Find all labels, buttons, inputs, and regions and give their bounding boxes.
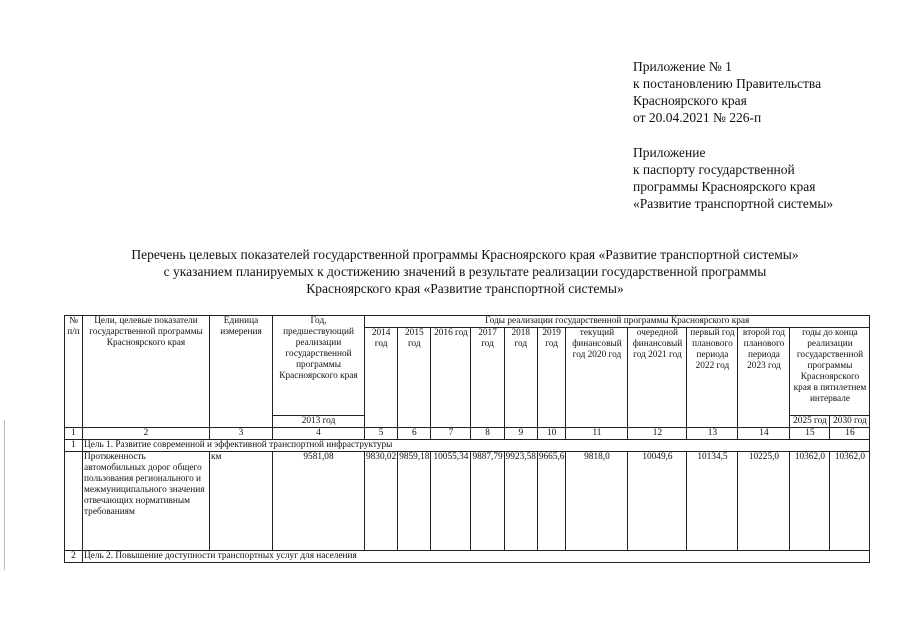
col-number: 1: [65, 428, 83, 440]
appendix1-line: от 20.04.2021 № 226-п: [633, 110, 762, 125]
indicator-value-2015: 9859,18: [398, 452, 431, 551]
header-five-year: годы до конца реализации государственной программы Красноярского края в пятилетнем интервале: [790, 328, 870, 416]
header-years-group: Годы реализации государственной программы Красноярского края: [365, 316, 870, 328]
col-number: 6: [398, 428, 431, 440]
col-number: 10: [537, 428, 566, 440]
indicator-value-2020: 9818,0: [566, 452, 628, 551]
col-number: 14: [738, 428, 790, 440]
header-plan-year-2: второй год планового периода 2023 год: [738, 328, 790, 428]
goal2-text: Цель 2. Повышение доступности транспортных услуг для населения: [83, 551, 870, 563]
header-2015: 2015 год: [398, 328, 431, 428]
title-line: с указанием планируемых к достижению значений в результате реализации государственной программы: [163, 264, 767, 279]
appendix1-line: Приложение № 1: [633, 59, 732, 74]
title-line: Красноярского края «Развитие транспортной системы»: [306, 281, 624, 296]
col-number: 2: [83, 428, 210, 440]
col-number: 7: [431, 428, 471, 440]
header-year-prev: Год, предшествующий реализации государственной программы Красноярского края: [273, 316, 365, 416]
appendix2-line: «Развитие транспортной системы»: [633, 196, 834, 211]
header-2017: 2017 год: [471, 328, 504, 428]
indicator-value-2030: 10362,0: [830, 452, 870, 551]
header-unit: Единица измерения: [210, 316, 273, 428]
appendix1-line: Красноярского края: [633, 93, 747, 108]
indicator-value-2017: 9887,79: [471, 452, 504, 551]
col-number: 16: [830, 428, 870, 440]
indicator-value-2016: 10055,34: [431, 452, 471, 551]
indicator-value-2022: 10134,5: [687, 452, 738, 551]
indicators-table-wrap: [64, 315, 870, 563]
header-2025: 2025 год: [790, 416, 830, 428]
document-title: [60, 246, 870, 297]
indicator-num-cell: [65, 452, 83, 551]
header-2018: 2018 год: [504, 328, 537, 428]
header-num: № п/п: [65, 316, 83, 428]
appendix1-line: к постановлению Правительства: [633, 76, 822, 91]
header-current-year: текущий финансовый год 2020 год: [566, 328, 628, 428]
header-goals: Цели, целевые показатели государственной программы Красноярского края: [83, 316, 210, 428]
indicator-value-2018: 9923,58: [504, 452, 537, 551]
col-number: 9: [504, 428, 537, 440]
indicator-value-2021: 10049,6: [628, 452, 687, 551]
appendix2-line: Приложение: [633, 145, 706, 160]
header-2013: 2013 год: [273, 416, 365, 428]
appendix-block: [633, 58, 833, 212]
col-number: 4: [273, 428, 365, 440]
col-number: 11: [566, 428, 628, 440]
col-number: 8: [471, 428, 504, 440]
scan-margin-line: [4, 420, 5, 570]
indicator-value-2014: 9830,02: [365, 452, 398, 551]
header-2019: 2019 год: [537, 328, 566, 428]
indicator-value-2023: 10225,0: [738, 452, 790, 551]
col-number: 15: [790, 428, 830, 440]
indicator-value-2025: 10362,0: [790, 452, 830, 551]
title-line: Перечень целевых показателей государственной программы Красноярского края «Развитие транспортной системы»: [131, 247, 799, 262]
goal1-text: Цель 1. Развитие современной и эффективной транспортной инфраструктуры: [83, 440, 870, 452]
col-number: 13: [687, 428, 738, 440]
indicators-table: [64, 315, 870, 563]
header-2030: 2030 год: [830, 416, 870, 428]
header-2016: 2016 год: [431, 328, 471, 428]
appendix2-line: программы Красноярского края: [633, 179, 816, 194]
indicator-name: Протяженность автомобильных дорог общего пользования регионального и межмуниципального значения отвечающих нормативным требованиям: [83, 452, 210, 551]
indicator-value-2013: 9581,08: [273, 452, 365, 551]
col-number: 3: [210, 428, 273, 440]
indicator-value-2019: 9665,6: [537, 452, 566, 551]
goal2-num: 2: [65, 551, 83, 563]
appendix2-line: к паспорту государственной: [633, 162, 795, 177]
header-next-year: очередной финансовый год 2021 год: [628, 328, 687, 428]
indicator-unit: км: [210, 452, 273, 551]
goal1-num: 1: [65, 440, 83, 452]
col-number: 5: [365, 428, 398, 440]
header-plan-year-1: первый год планового периода 2022 год: [687, 328, 738, 428]
header-2014: 2014 год: [365, 328, 398, 428]
col-number: 12: [628, 428, 687, 440]
